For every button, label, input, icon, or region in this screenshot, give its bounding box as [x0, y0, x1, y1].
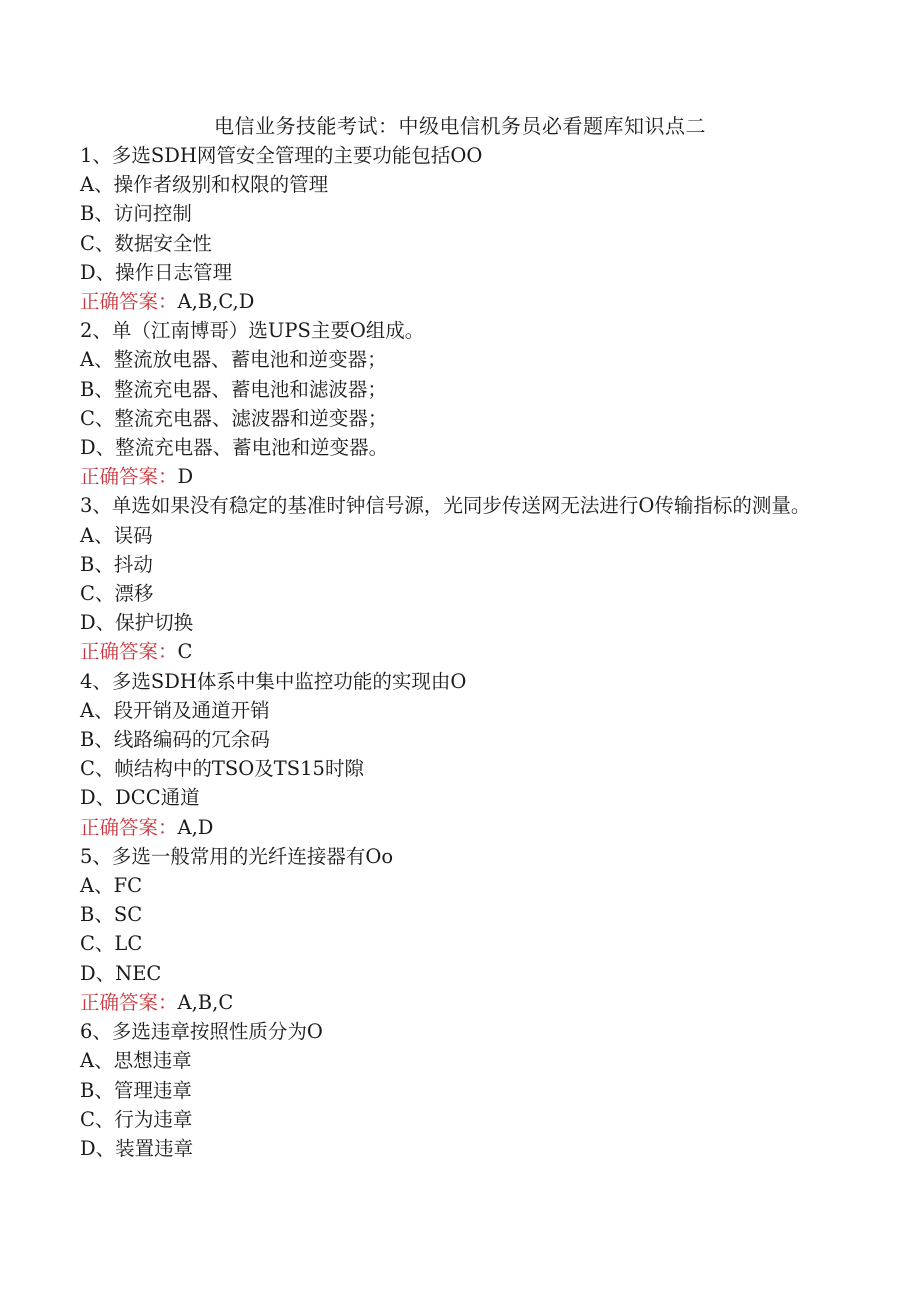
option-c: C、帧结构中的TSO及TS15时隙: [80, 757, 364, 781]
option-a: A、FC: [80, 874, 143, 898]
answer-label: 正确答案：: [80, 290, 178, 314]
answer-label: 正确答案：: [80, 990, 178, 1014]
option-b: B、访问控制: [80, 202, 192, 226]
option-c: C、LC: [80, 932, 143, 956]
answer-value: A,D: [177, 815, 214, 839]
option-a: A、误码: [80, 523, 153, 547]
option-d: D、操作日志管理: [80, 260, 233, 284]
question-stem: 5、多选一般常用的光纤连接器有Oo: [80, 844, 394, 868]
option-a: A、思想违章: [80, 1049, 192, 1073]
question-stem: 2、单（江南博哥）选UPS主要O组成。: [80, 319, 425, 343]
option-b: B、抖动: [80, 552, 153, 576]
question-stem: 4、多选SDH体系中集中监控功能的实现由O: [80, 669, 467, 693]
option-c: C、数据安全性: [80, 231, 212, 255]
option-c: C、漂移: [80, 582, 154, 606]
answer-value: A,B,C,D: [177, 290, 255, 314]
option-a: A、操作者级别和权限的管理: [80, 173, 329, 197]
option-b: B、管理违章: [80, 1078, 192, 1102]
answer-line: [80, 813, 840, 842]
question-stem: 1、多选SDH网管安全管理的主要功能包括OO: [80, 144, 483, 167]
answer-label: 正确答案：: [80, 640, 178, 664]
answer-label: 正确答案：: [80, 465, 178, 489]
answer-value: C: [177, 640, 193, 664]
question-list: [80, 141, 840, 1163]
answer-value: A,B,C: [177, 990, 234, 1014]
answer-label: 正确答案：: [80, 815, 178, 839]
answer-value: D: [177, 465, 194, 489]
option-a: A、整流放电器、蓄电池和逆变器；: [80, 348, 387, 372]
answer-line: [80, 462, 840, 491]
option-d: D、DCC通道: [80, 786, 200, 810]
question-stem: 6、多选违章按照性质分为O: [80, 1020, 323, 1044]
question-stem: 3、单选如果没有稳定的基准时钟信号源，光同步传送网无法进行O传输指标的测量。: [80, 494, 811, 518]
answer-line: [80, 988, 840, 1017]
option-c: C、整流充电器、滤波器和逆变器；: [80, 406, 388, 430]
option-b: B、线路编码的冗余码: [80, 728, 270, 752]
answer-line: [80, 637, 840, 666]
option-b: B、整流充电器、蓄电池和滤波器；: [80, 377, 387, 401]
option-a: A、段开销及通道开销: [80, 698, 270, 722]
option-d: D、装置违章: [80, 1136, 194, 1160]
page-title: 电信业务技能考试：中级电信机务员必看题库知识点二: [214, 114, 706, 138]
option-b: B、SC: [80, 903, 143, 927]
option-c: C、行为违章: [80, 1107, 193, 1131]
answer-line: [80, 287, 840, 316]
option-d: D、NEC: [80, 961, 162, 985]
option-d: D、整流充电器、蓄电池和逆变器。: [80, 436, 389, 460]
option-d: D、保护切换: [80, 611, 194, 635]
